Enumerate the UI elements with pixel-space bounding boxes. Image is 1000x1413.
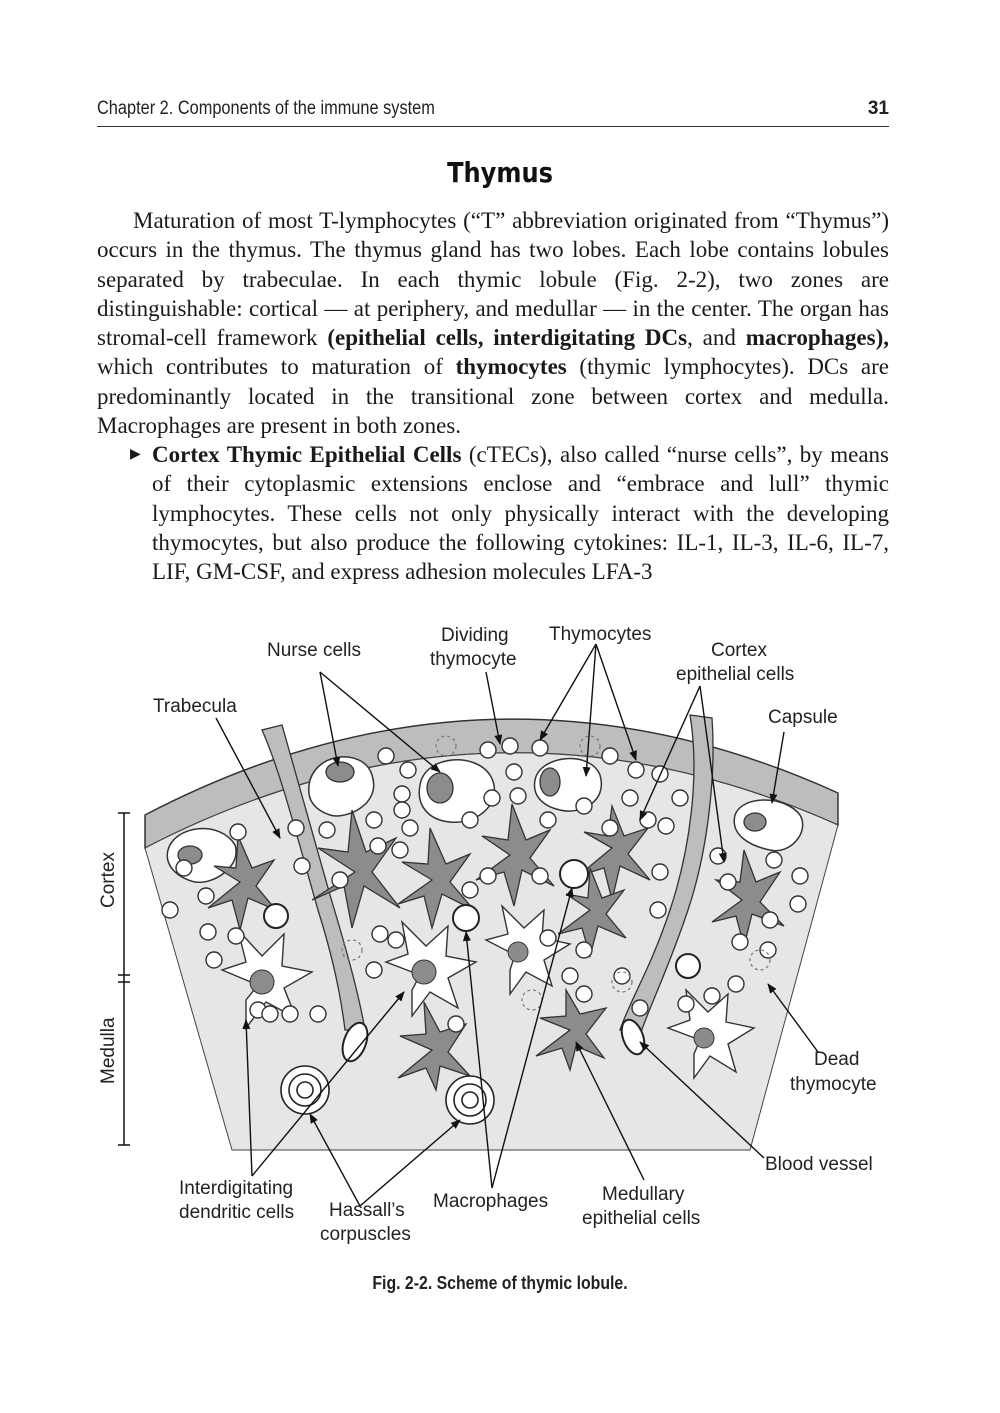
label-dead-2: thymocyte	[790, 1074, 877, 1095]
label-hassall-2: corpuscles	[320, 1224, 411, 1245]
label-capsule: Capsule	[768, 707, 838, 728]
intro-paragraph	[97, 206, 889, 440]
paragraph-text: Maturation of most T-lymphocytes (“T” abbreviation originated from “Thymus”) occurs in the thymus. The thymus gland has two lobes. Each lobe contains lobules separated by trabeculae. In each thymic lobule (Fig. 2-2), two zones are distinguishable: cortical — at periphery, and medullar — in the center. The organ has stromal-cell framework	[97, 208, 889, 351]
label-macrophages: Macrophages	[433, 1191, 549, 1212]
label-idc-2: dendritic cells	[179, 1202, 295, 1223]
label-dead-1: Dead	[814, 1049, 860, 1070]
paragraph-text: , and	[687, 325, 746, 351]
bullet-text: (cTECs), also called “nurse cells”, by means of their cytoplasmic extensions enclose and “embrace and lull” thymic lymphocytes. These cells not only physically interact with the developing thymocytes, but also produce the following cytokines: IL-1, IL-3, IL-6, IL-7, LIF, GM-CSF, and express adhesion molecules LFA-3	[152, 442, 889, 585]
figure-caption: Fig. 2-2. Scheme of thymic lobule.	[372, 1273, 628, 1293]
paragraph-text: (thymic lymphocytes). DCs are predominantly located in the transitional zone between cortex and medulla. Macrophages are present in both zones.	[97, 354, 889, 439]
triangle-bullet-icon: ▶	[130, 447, 141, 462]
paragraph-bold: macrophages),	[745, 325, 889, 351]
label-nurse-cells: Nurse cells	[267, 640, 361, 661]
page-number: 31	[867, 98, 889, 119]
running-header	[97, 96, 889, 127]
paragraph-bold: thymocytes	[455, 354, 567, 380]
label-trabecula: Trabecula	[153, 696, 237, 717]
label-medullary-2: epithelial cells	[582, 1208, 701, 1229]
label-cortex-epi-2: epithelial cells	[676, 664, 795, 685]
label-cortex-epi-1: Cortex	[711, 640, 767, 661]
label-medullary-1: Medullary	[602, 1184, 685, 1205]
label-cortex-axis: Cortex	[98, 852, 119, 908]
label-thymocytes: Thymocytes	[549, 624, 652, 645]
paragraph-bold: (epithelial cells, interdigitating DCs	[327, 325, 688, 351]
label-blood-vessel: Blood vessel	[765, 1154, 873, 1175]
zone-brackets	[118, 813, 130, 1145]
bullet-bold: Cortex Thymic Epithelial Cells	[152, 442, 462, 467]
chapter-title: Chapter 2. Components of the immune system	[97, 98, 435, 119]
label-hassall-1: Hassall’s	[329, 1200, 405, 1221]
label-idc-1: Interdigitating	[179, 1178, 294, 1199]
label-dividing-1: Dividing	[441, 625, 509, 646]
bullet-item	[130, 440, 889, 586]
label-dividing-2: thymocyte	[430, 649, 517, 670]
paragraph-text: which contributes to maturation of	[97, 354, 456, 380]
thymic-lobule-figure	[0, 610, 1000, 1260]
label-medulla-axis: Medulla	[98, 1017, 119, 1084]
section-title: Thymus	[447, 156, 553, 189]
